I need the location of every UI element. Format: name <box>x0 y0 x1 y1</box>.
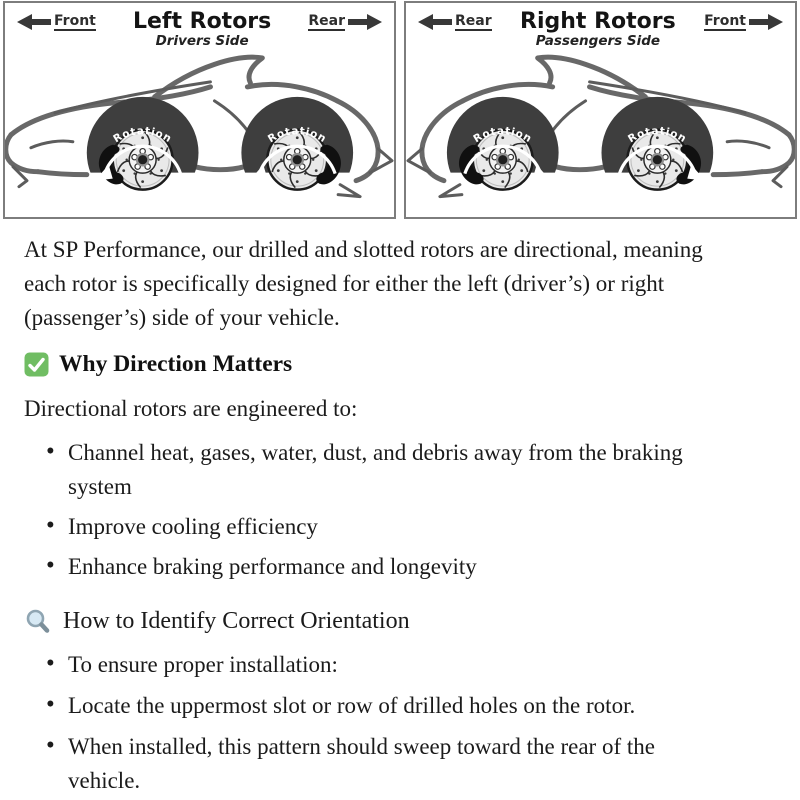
list-item: • Channel heat, gases, water, dust, and debris away from the braking system <box>46 436 731 504</box>
right-rotors-panel <box>404 1 797 219</box>
why-direction-matters-heading <box>24 351 764 378</box>
heading-text: How to Identify Correct Orientation <box>63 608 410 634</box>
car-illustration-right <box>406 49 795 207</box>
magnifying-glass-icon <box>24 608 51 635</box>
intro-paragraph: At SP Performance, our drilled and slotted rotors are directional, meaning each rotor is specifically designed for either the left (driver’s) or right (passenger’s) side of your vehicle. <box>24 237 703 330</box>
list-item: • When installed, this pattern should sweep toward the rear of the vehicle. <box>46 730 731 798</box>
left-panel-header <box>5 3 394 49</box>
rotation-label: Rotation <box>265 125 329 146</box>
arrow-right-icon <box>749 14 783 30</box>
arrow-left-icon <box>17 14 51 30</box>
panel-title: Left Rotors <box>132 9 272 34</box>
rotor-direction-diagram <box>0 0 800 219</box>
rear-direction-label <box>308 13 382 31</box>
front-direction-label <box>704 13 783 31</box>
installation-list <box>24 648 764 798</box>
front-direction-label <box>17 13 96 31</box>
panel-title: Right Rotors <box>520 9 676 34</box>
panel-subtitle: Drivers Side <box>155 33 249 50</box>
right-panel-header <box>406 3 795 49</box>
car-illustration-left <box>5 49 394 207</box>
list-item: • Enhance braking performance and longevity <box>46 550 731 584</box>
rotation-label: Rotation <box>111 125 175 146</box>
rotation-label: Rotation <box>625 125 689 146</box>
list-item: • Locate the uppermost slot or row of drilled holes on the rotor. <box>46 689 731 723</box>
check-mark-icon <box>24 352 49 377</box>
rear-direction-label <box>418 13 492 31</box>
direction-label-text: Rear <box>308 13 345 31</box>
left-rotors-panel <box>3 1 396 219</box>
how-to-identify-heading <box>24 608 764 635</box>
list-item: • Improve cooling efficiency <box>46 510 731 544</box>
rotation-label: Rotation <box>471 125 535 146</box>
direction-label-text: Rear <box>455 13 492 31</box>
arrow-right-icon <box>348 14 382 30</box>
direction-label-text: Front <box>704 13 746 31</box>
panel-subtitle: Passengers Side <box>535 33 661 50</box>
heading-text: Why Direction Matters <box>59 351 293 377</box>
list-item: • To ensure proper installation: <box>46 648 731 682</box>
direction-label-text: Front <box>54 13 96 31</box>
arrow-left-icon <box>418 14 452 30</box>
benefits-list <box>24 436 764 584</box>
rotor-article <box>0 233 800 798</box>
lead-paragraph: Directional rotors are engineered to: <box>24 396 358 421</box>
